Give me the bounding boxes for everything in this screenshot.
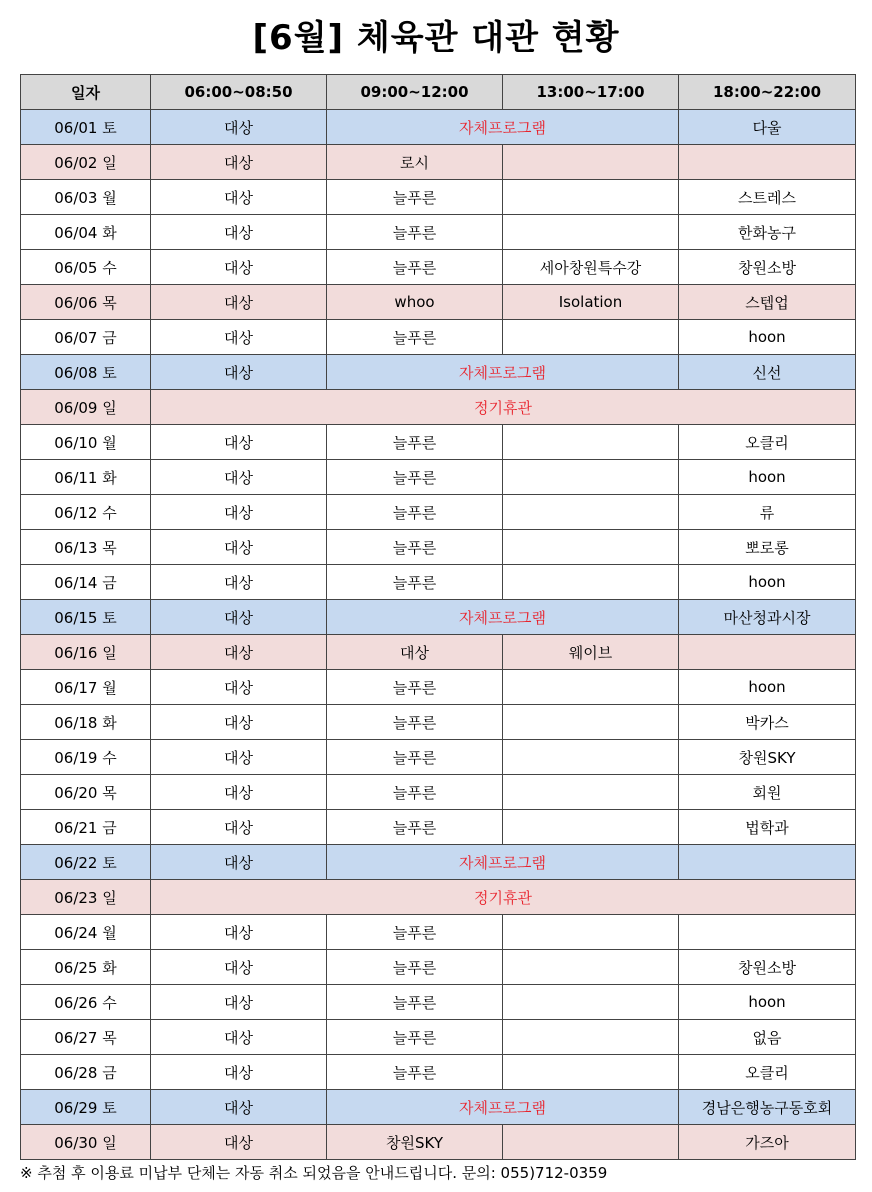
schedule-cell: 대상	[151, 1020, 327, 1055]
table-row	[21, 145, 856, 180]
schedule-cell: 늘푸른	[327, 670, 503, 705]
schedule-cell: 대상	[151, 1055, 327, 1090]
column-header-evening: 18:00~22:00	[679, 75, 856, 110]
schedule-cell: Isolation	[503, 285, 679, 320]
schedule-cell: 로시	[327, 145, 503, 180]
table-row	[21, 250, 856, 285]
schedule-cell: hoon	[679, 565, 856, 600]
table-row	[21, 635, 856, 670]
schedule-cell: 창원SKY	[327, 1125, 503, 1160]
schedule-cell: 늘푸른	[327, 530, 503, 565]
schedule-cell: 신선	[679, 355, 856, 390]
schedule-cell: 오클리	[679, 1055, 856, 1090]
schedule-cell	[679, 635, 856, 670]
schedule-cell	[503, 460, 679, 495]
schedule-cell: 대상	[151, 320, 327, 355]
schedule-cell: 대상	[327, 635, 503, 670]
date-cell: 06/13 목	[21, 530, 151, 565]
date-cell: 06/17 월	[21, 670, 151, 705]
schedule-cell	[503, 1055, 679, 1090]
schedule-cell: 늘푸른	[327, 250, 503, 285]
schedule-cell	[503, 740, 679, 775]
schedule-cell: 늘푸른	[327, 1020, 503, 1055]
schedule-cell: 대상	[151, 215, 327, 250]
date-cell: 06/15 토	[21, 600, 151, 635]
table-header-row	[21, 75, 856, 110]
schedule-cell: 한화농구	[679, 215, 856, 250]
table-row	[21, 565, 856, 600]
date-cell: 06/07 금	[21, 320, 151, 355]
date-cell: 06/04 화	[21, 215, 151, 250]
schedule-cell	[503, 530, 679, 565]
date-cell: 06/24 월	[21, 915, 151, 950]
schedule-cell: 대상	[151, 985, 327, 1020]
schedule-cell: 자체프로그램	[327, 355, 679, 390]
schedule-cell: 대상	[151, 810, 327, 845]
schedule-cell: 류	[679, 495, 856, 530]
table-row	[21, 390, 856, 425]
table-row	[21, 845, 856, 880]
schedule-cell	[503, 425, 679, 460]
schedule-cell: 없음	[679, 1020, 856, 1055]
schedule-cell: hoon	[679, 670, 856, 705]
schedule-cell: 대상	[151, 915, 327, 950]
schedule-cell: 정기휴관	[151, 390, 856, 425]
schedule-cell: 대상	[151, 355, 327, 390]
schedule-cell	[503, 495, 679, 530]
schedule-cell	[503, 915, 679, 950]
table-row	[21, 1055, 856, 1090]
schedule-cell	[503, 1020, 679, 1055]
schedule-cell: 늘푸른	[327, 810, 503, 845]
schedule-cell: 늘푸른	[327, 495, 503, 530]
table-row	[21, 950, 856, 985]
schedule-cell: 대상	[151, 670, 327, 705]
table-row	[21, 495, 856, 530]
table-row	[21, 915, 856, 950]
schedule-cell	[679, 915, 856, 950]
schedule-cell: 대상	[151, 705, 327, 740]
table-row	[21, 180, 856, 215]
schedule-cell: 늘푸른	[327, 320, 503, 355]
schedule-cell: 법학과	[679, 810, 856, 845]
footnote: ※ 추첨 후 이용료 미납부 단체는 자동 취소 되었음을 안내드립니다. 문의: 055)712-0359	[20, 1164, 608, 1182]
date-cell: 06/19 수	[21, 740, 151, 775]
schedule-cell	[503, 215, 679, 250]
column-header-afternoon: 13:00~17:00	[503, 75, 679, 110]
date-cell: 06/28 금	[21, 1055, 151, 1090]
schedule-cell	[503, 985, 679, 1020]
schedule-cell: 대상	[151, 635, 327, 670]
table-row	[21, 985, 856, 1020]
table-row	[21, 880, 856, 915]
schedule-cell	[503, 180, 679, 215]
schedule-cell: 회원	[679, 775, 856, 810]
date-cell: 06/27 목	[21, 1020, 151, 1055]
table-row	[21, 110, 856, 145]
date-cell: 06/25 화	[21, 950, 151, 985]
table-row	[21, 740, 856, 775]
schedule-cell: 창원SKY	[679, 740, 856, 775]
schedule-cell: 박카스	[679, 705, 856, 740]
table-row	[21, 320, 856, 355]
column-header-morning: 09:00~12:00	[327, 75, 503, 110]
table-row	[21, 215, 856, 250]
schedule-cell: 오클리	[679, 425, 856, 460]
column-header-date: 일자	[21, 75, 151, 110]
table-row	[21, 775, 856, 810]
schedule-cell: 늘푸른	[327, 915, 503, 950]
schedule-cell: 대상	[151, 530, 327, 565]
schedule-cell: 다울	[679, 110, 856, 145]
date-cell: 06/02 일	[21, 145, 151, 180]
date-cell: 06/12 수	[21, 495, 151, 530]
schedule-cell: 늘푸른	[327, 775, 503, 810]
schedule-cell	[503, 705, 679, 740]
date-cell: 06/05 수	[21, 250, 151, 285]
schedule-cell: 늘푸른	[327, 985, 503, 1020]
schedule-cell: 창원소방	[679, 950, 856, 985]
schedule-cell	[679, 145, 856, 180]
schedule-cell: 대상	[151, 1090, 327, 1125]
schedule-cell: 늘푸른	[327, 460, 503, 495]
table-row	[21, 670, 856, 705]
schedule-cell: 자체프로그램	[327, 845, 679, 880]
schedule-cell: 정기휴관	[151, 880, 856, 915]
table-row	[21, 1020, 856, 1055]
schedule-cell: 대상	[151, 145, 327, 180]
schedule-cell	[503, 145, 679, 180]
schedule-cell	[503, 1125, 679, 1160]
table-row	[21, 1125, 856, 1160]
schedule-cell: 웨이브	[503, 635, 679, 670]
date-cell: 06/16 일	[21, 635, 151, 670]
schedule-cell: 대상	[151, 740, 327, 775]
schedule-cell	[503, 320, 679, 355]
schedule-cell: 대상	[151, 460, 327, 495]
schedule-cell: hoon	[679, 985, 856, 1020]
schedule-cell: 대상	[151, 845, 327, 880]
schedule-cell: 늘푸른	[327, 705, 503, 740]
schedule-cell: 대상	[151, 600, 327, 635]
schedule-cell: 자체프로그램	[327, 110, 679, 145]
schedule-cell: 가즈아	[679, 1125, 856, 1160]
schedule-cell: whoo	[327, 285, 503, 320]
date-cell: 06/26 수	[21, 985, 151, 1020]
schedule-cell: 세아창원특수강	[503, 250, 679, 285]
schedule-cell: 대상	[151, 180, 327, 215]
schedule-cell: 늘푸른	[327, 565, 503, 600]
schedule-cell: 늘푸른	[327, 180, 503, 215]
schedule-cell: hoon	[679, 460, 856, 495]
date-cell: 06/21 금	[21, 810, 151, 845]
table-row	[21, 810, 856, 845]
table-row	[21, 1090, 856, 1125]
date-cell: 06/09 일	[21, 390, 151, 425]
schedule-cell: 스텝업	[679, 285, 856, 320]
schedule-cell	[503, 670, 679, 705]
table-row	[21, 600, 856, 635]
schedule-cell: 대상	[151, 285, 327, 320]
date-cell: 06/11 화	[21, 460, 151, 495]
schedule-cell: 늘푸른	[327, 215, 503, 250]
date-cell: 06/23 일	[21, 880, 151, 915]
schedule-cell: 대상	[151, 1125, 327, 1160]
date-cell: 06/20 목	[21, 775, 151, 810]
page-title: [6월] 체육관 대관 현황	[252, 18, 620, 58]
schedule-cell: 늘푸른	[327, 1055, 503, 1090]
date-cell: 06/30 일	[21, 1125, 151, 1160]
schedule-cell: 경남은행농구동호회	[679, 1090, 856, 1125]
schedule-cell: 대상	[151, 110, 327, 145]
schedule-cell	[503, 775, 679, 810]
schedule-cell: 자체프로그램	[327, 1090, 679, 1125]
date-cell: 06/29 토	[21, 1090, 151, 1125]
schedule-cell: 창원소방	[679, 250, 856, 285]
column-header-early-morning: 06:00~08:50	[151, 75, 327, 110]
schedule-cell: 대상	[151, 250, 327, 285]
table-body	[21, 110, 856, 1160]
schedule-cell: 마산청과시장	[679, 600, 856, 635]
date-cell: 06/18 화	[21, 705, 151, 740]
schedule-cell: 대상	[151, 950, 327, 985]
schedule-cell: 늘푸른	[327, 950, 503, 985]
schedule-cell: 늘푸른	[327, 740, 503, 775]
schedule-cell	[503, 950, 679, 985]
schedule-cell: 늘푸른	[327, 425, 503, 460]
schedule-cell: hoon	[679, 320, 856, 355]
table-row	[21, 355, 856, 390]
schedule-cell: 대상	[151, 425, 327, 460]
table-row	[21, 705, 856, 740]
schedule-cell: 대상	[151, 495, 327, 530]
schedule-cell: 자체프로그램	[327, 600, 679, 635]
date-cell: 06/10 월	[21, 425, 151, 460]
table-row	[21, 425, 856, 460]
schedule-cell: 스트레스	[679, 180, 856, 215]
table-row	[21, 530, 856, 565]
date-cell: 06/14 금	[21, 565, 151, 600]
date-cell: 06/03 월	[21, 180, 151, 215]
rental-schedule-table	[20, 74, 856, 1160]
date-cell: 06/22 토	[21, 845, 151, 880]
date-cell: 06/01 토	[21, 110, 151, 145]
schedule-cell: 대상	[151, 565, 327, 600]
table-row	[21, 285, 856, 320]
date-cell: 06/08 토	[21, 355, 151, 390]
schedule-cell	[503, 565, 679, 600]
table-row	[21, 460, 856, 495]
schedule-cell	[679, 845, 856, 880]
schedule-cell	[503, 810, 679, 845]
schedule-cell: 대상	[151, 775, 327, 810]
schedule-cell: 뽀로롱	[679, 530, 856, 565]
date-cell: 06/06 목	[21, 285, 151, 320]
